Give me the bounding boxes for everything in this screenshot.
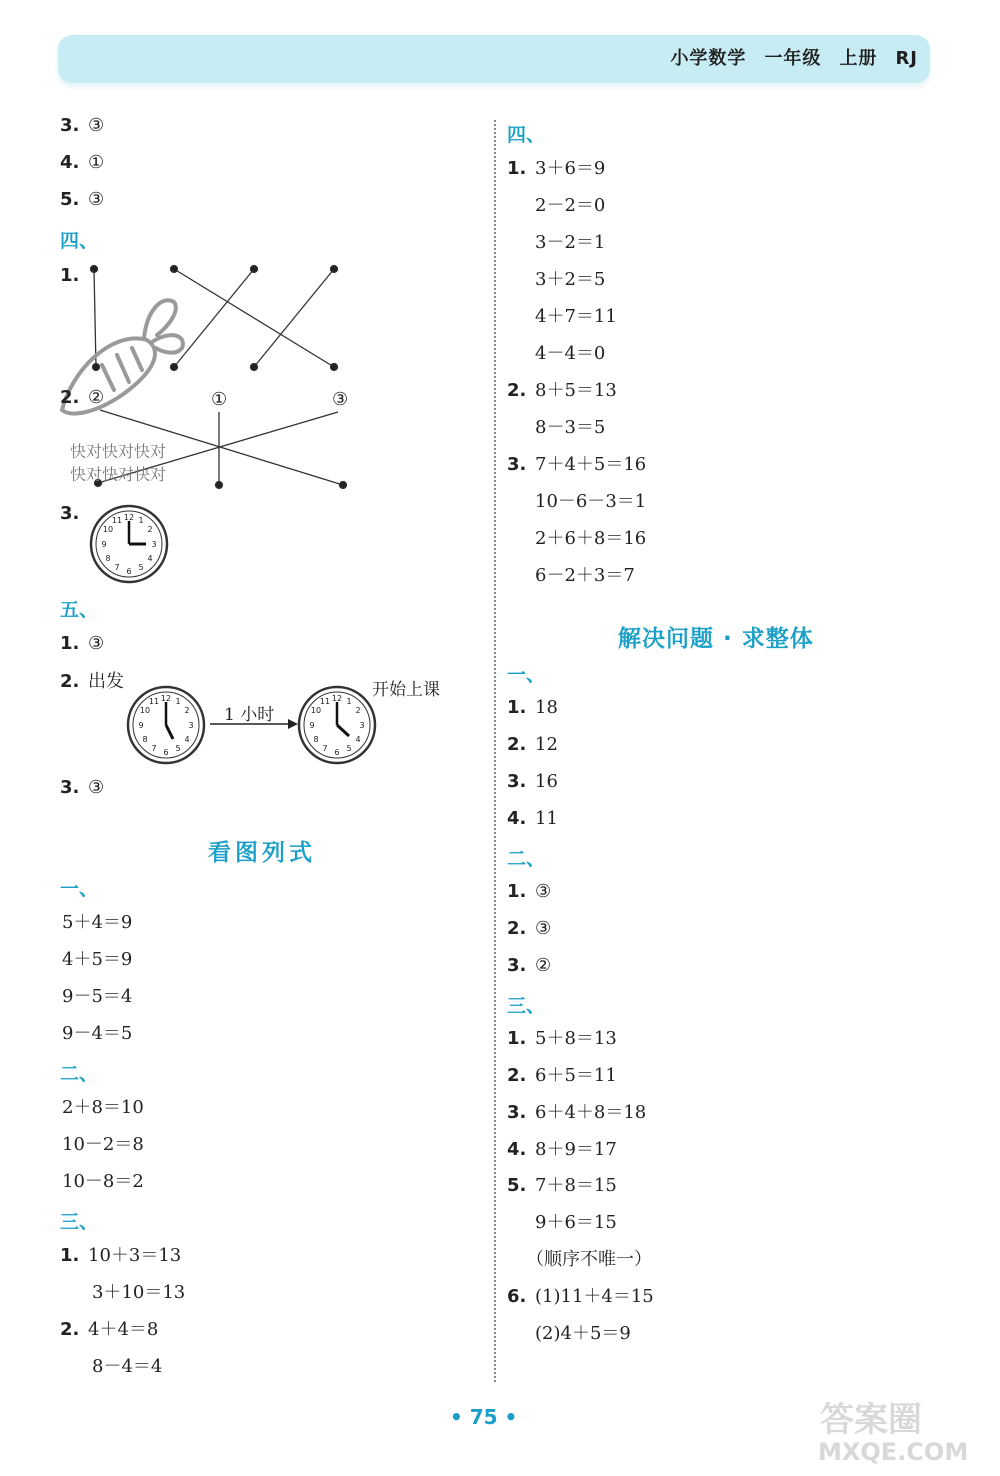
equation: 9＋6＝15 bbox=[535, 1212, 617, 1233]
answer-line: 2. 8＋5＝13 bbox=[507, 380, 617, 401]
section-heading: 五、 bbox=[60, 599, 99, 621]
note-text: （顺序不唯一） bbox=[526, 1249, 652, 1270]
svg-text:1: 1 bbox=[346, 697, 352, 706]
svg-text:9: 9 bbox=[101, 540, 107, 549]
header-volume: 上册 bbox=[839, 48, 878, 69]
svg-text:2: 2 bbox=[184, 706, 190, 715]
svg-text:12: 12 bbox=[331, 694, 343, 703]
svg-text:9: 9 bbox=[309, 721, 315, 730]
equation: 9－4＝5 bbox=[62, 1023, 133, 1044]
equation: 3－2＝1 bbox=[535, 232, 606, 253]
equation: 10－8＝2 bbox=[62, 1171, 144, 1192]
svg-text:2: 2 bbox=[355, 706, 361, 715]
svg-text:2: 2 bbox=[147, 525, 153, 534]
option-label: ③ bbox=[332, 389, 349, 410]
svg-text:10: 10 bbox=[310, 706, 322, 715]
answer-line: 6. (1)11＋4＝15 bbox=[507, 1286, 654, 1307]
answer-line: 1. ③ bbox=[507, 881, 552, 902]
answer-line: 3. 7＋4＋5＝16 bbox=[507, 454, 647, 475]
answer-line: 3. 16 bbox=[507, 771, 558, 792]
answer-line: 1. 3＋6＝9 bbox=[507, 158, 606, 179]
equation: 10－6－3＝1 bbox=[535, 491, 647, 512]
answer-line: 5. ③ bbox=[60, 189, 105, 210]
svg-text:9: 9 bbox=[138, 721, 144, 730]
header-info bbox=[652, 44, 918, 70]
clock-start-icon bbox=[125, 684, 207, 766]
equation: 3＋10＝13 bbox=[92, 1282, 186, 1303]
svg-text:12: 12 bbox=[160, 694, 172, 703]
svg-text:1: 1 bbox=[175, 697, 181, 706]
svg-text:3: 3 bbox=[188, 721, 194, 730]
section-heading: 一、 bbox=[507, 664, 546, 686]
header-edition: RJ bbox=[895, 48, 918, 69]
section-title: 解决问题 · 求整体 bbox=[618, 626, 814, 652]
answer-line: 4. 8＋9＝17 bbox=[507, 1139, 617, 1160]
svg-text:7: 7 bbox=[151, 744, 157, 753]
clock-icon bbox=[88, 503, 170, 585]
section-heading: 四、 bbox=[60, 230, 99, 252]
arrow-icon bbox=[208, 716, 300, 732]
equation: 6－2＋3＝7 bbox=[535, 565, 635, 586]
svg-text:5: 5 bbox=[138, 563, 144, 572]
svg-text:7: 7 bbox=[322, 744, 328, 753]
svg-text:5: 5 bbox=[346, 744, 352, 753]
answer-line: 2. 6＋5＝11 bbox=[507, 1065, 617, 1086]
answer-line: 3. ③ bbox=[60, 115, 105, 136]
question-number: 1. bbox=[60, 265, 80, 286]
svg-text:1: 1 bbox=[138, 516, 144, 525]
section-heading: 三、 bbox=[507, 995, 546, 1017]
answer-line: 1. 10＋3＝13 bbox=[60, 1245, 182, 1266]
svg-text:5: 5 bbox=[175, 744, 181, 753]
section-title: 看图列式 bbox=[208, 840, 316, 866]
equation: 10－2＝8 bbox=[62, 1134, 144, 1155]
answer-line: 3. 6＋4＋8＝18 bbox=[507, 1102, 647, 1123]
equation: 5＋4＝9 bbox=[62, 912, 133, 933]
equation: 3＋2＝5 bbox=[535, 269, 606, 290]
section-heading: 一、 bbox=[60, 878, 99, 900]
watermark-logo: 答案圈 bbox=[820, 1400, 922, 1440]
answer-line: 2. ③ bbox=[507, 918, 552, 939]
svg-text:12: 12 bbox=[123, 513, 135, 522]
answer-line: 1. 18 bbox=[507, 697, 558, 718]
column-divider bbox=[494, 120, 496, 1382]
equation: (2)4＋5＝9 bbox=[535, 1323, 631, 1344]
svg-text:3: 3 bbox=[151, 540, 157, 549]
header-grade: 一年级 bbox=[764, 48, 822, 69]
svg-text:10: 10 bbox=[139, 706, 151, 715]
svg-text:8: 8 bbox=[313, 735, 319, 744]
duration-label: 1 小时 bbox=[224, 705, 275, 725]
option-label: ① bbox=[211, 389, 228, 410]
equation: 4＋7＝11 bbox=[535, 306, 617, 327]
svg-text:10: 10 bbox=[102, 525, 114, 534]
watermark-text: 快对快对快对 快对快对快对 bbox=[70, 442, 167, 484]
svg-text:6: 6 bbox=[163, 748, 169, 757]
question-q5-2: 2. 出发 bbox=[60, 671, 124, 692]
answer-line: 5. 7＋8＝15 bbox=[507, 1175, 617, 1196]
header-subject: 小学数学 bbox=[670, 48, 747, 69]
equation: 4＋5＝9 bbox=[62, 949, 133, 970]
svg-text:11: 11 bbox=[148, 697, 160, 706]
question-q4-2: 2. ② bbox=[60, 387, 105, 408]
svg-text:8: 8 bbox=[142, 735, 148, 744]
equation: 4－4＝0 bbox=[535, 343, 606, 364]
section-heading: 二、 bbox=[507, 848, 546, 870]
equation: 8－3＝5 bbox=[535, 417, 606, 438]
section-heading: 三、 bbox=[60, 1211, 99, 1233]
svg-text:3: 3 bbox=[359, 721, 365, 730]
svg-text:6: 6 bbox=[126, 567, 132, 576]
svg-text:7: 7 bbox=[114, 563, 120, 572]
answer-line: 1. 5＋8＝13 bbox=[507, 1028, 617, 1049]
answer-line: 2. 12 bbox=[507, 734, 558, 755]
svg-text:11: 11 bbox=[111, 516, 123, 525]
svg-text:11: 11 bbox=[319, 697, 331, 706]
answer-line: 4. ① bbox=[60, 152, 105, 173]
section-heading: 四、 bbox=[507, 124, 546, 146]
equation: 9－5＝4 bbox=[62, 986, 133, 1007]
svg-text:4: 4 bbox=[184, 735, 190, 744]
question-number: 3. bbox=[60, 503, 80, 524]
equation: 2＋8＝10 bbox=[62, 1097, 144, 1118]
page-number: • 75 • bbox=[450, 1405, 518, 1429]
svg-text:4: 4 bbox=[147, 554, 153, 563]
answer-line: 3. ③ bbox=[60, 777, 105, 798]
equation: 2＋6＋8＝16 bbox=[535, 528, 647, 549]
end-label: 开始上课 bbox=[372, 680, 440, 700]
svg-text:6: 6 bbox=[334, 748, 340, 757]
answer-line: 1. ③ bbox=[60, 633, 105, 654]
svg-text:8: 8 bbox=[105, 554, 111, 563]
section-heading: 二、 bbox=[60, 1063, 99, 1085]
svg-text:4: 4 bbox=[355, 735, 361, 744]
equation: 8－4＝4 bbox=[92, 1356, 163, 1377]
answer-line: 2. 4＋4＝8 bbox=[60, 1319, 159, 1340]
clock-end-icon bbox=[296, 684, 378, 766]
watermark-url: MXQE.COM bbox=[818, 1438, 969, 1466]
equation: 2－2＝0 bbox=[535, 195, 606, 216]
answer-line: 3. ② bbox=[507, 955, 552, 976]
answer-line: 4. 11 bbox=[507, 808, 558, 829]
